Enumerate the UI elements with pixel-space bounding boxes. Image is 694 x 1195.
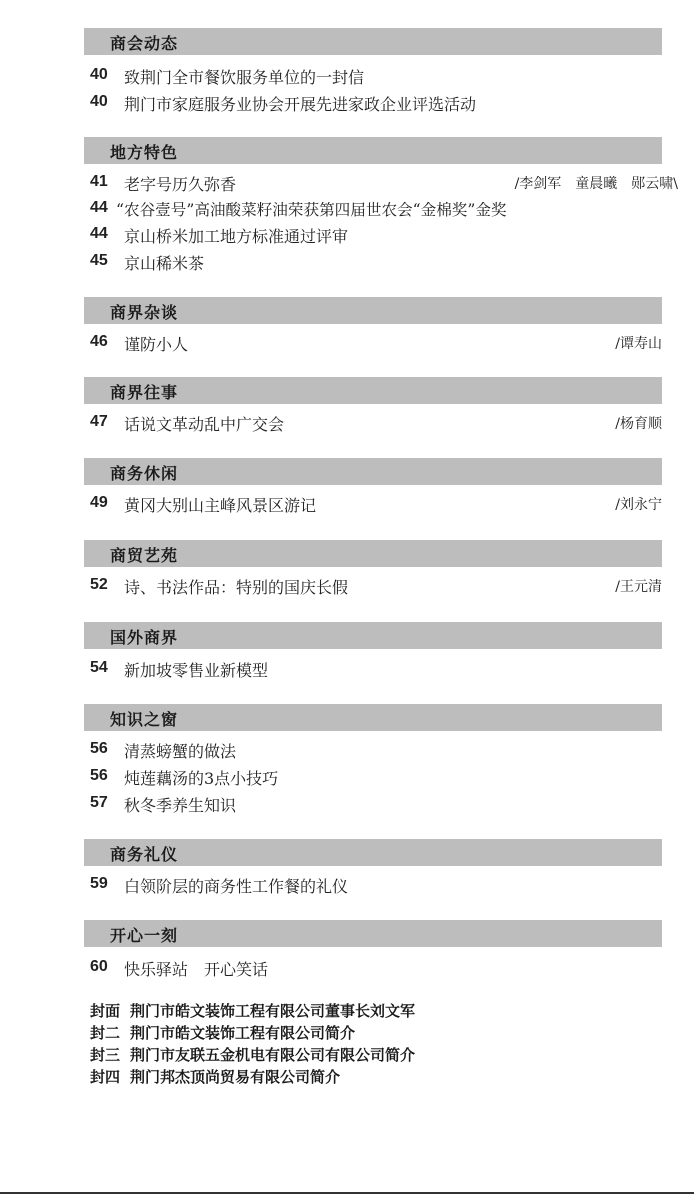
page-number: 46 xyxy=(90,333,108,350)
page-number: 47 xyxy=(90,413,108,430)
section-header xyxy=(84,137,662,164)
entry-title: 谨防小人 xyxy=(124,335,189,354)
section-title: 开心一刻 xyxy=(110,926,179,945)
section-header xyxy=(84,839,662,866)
page-number: 56 xyxy=(90,767,108,784)
toc-entry[interactable] xyxy=(90,171,678,195)
cover-text: 荆门市皓文装饰工程有限公司简介 xyxy=(130,1024,356,1042)
cover-label: 封二 xyxy=(90,1024,121,1042)
page-number: 44 xyxy=(90,199,108,216)
toc-entry[interactable] xyxy=(90,64,670,88)
section-header xyxy=(84,458,662,485)
section-title: 商会动态 xyxy=(110,34,179,53)
page-number: 40 xyxy=(90,93,108,110)
section-title: 商界往事 xyxy=(110,383,179,402)
toc-entry[interactable] xyxy=(90,956,670,980)
entry-title: 白领阶层的商务性工作餐的礼仪 xyxy=(124,877,349,896)
page-number: 54 xyxy=(90,659,108,676)
cover-label: 封三 xyxy=(90,1046,121,1064)
bottom-divider xyxy=(0,1192,694,1194)
entry-title: 炖莲藕汤的3点小技巧 xyxy=(124,769,279,788)
toc-entry[interactable] xyxy=(90,657,670,681)
entry-title: 新加坡零售业新模型 xyxy=(124,661,269,680)
entry-title: 京山稀米茶 xyxy=(124,254,205,273)
section-header xyxy=(84,920,662,947)
cover-credit xyxy=(90,1022,355,1044)
entry-title: 黄冈大别山主峰风景区游记 xyxy=(124,496,317,515)
cover-label: 封四 xyxy=(90,1068,121,1086)
page-number: 57 xyxy=(90,794,108,811)
toc-entry[interactable] xyxy=(90,331,670,355)
toc-entry[interactable] xyxy=(90,574,670,598)
section-title: 商贸艺苑 xyxy=(110,546,179,565)
cover-credit xyxy=(90,1044,415,1066)
entry-title: 快乐驿站 开心笑话 xyxy=(124,960,269,979)
page-number: 44 xyxy=(90,225,108,242)
toc-entry[interactable] xyxy=(90,765,670,789)
section-title: 商界杂谈 xyxy=(110,303,179,322)
entry-title: 荆门市家庭服务业协会开展先进家政企业评选活动 xyxy=(124,95,477,114)
page-number: 41 xyxy=(90,173,108,190)
cover-text: 荆门邦杰顶尚贸易有限公司简介 xyxy=(130,1068,341,1086)
section-header xyxy=(84,377,662,404)
cover-credit xyxy=(90,1000,415,1022)
cover-text: 荆门市皓文装饰工程有限公司董事长刘文军 xyxy=(130,1002,416,1020)
entry-title: 京山桥米加工地方标准通过评审 xyxy=(124,227,349,246)
page-number: 45 xyxy=(90,252,108,269)
entry-title: “农谷壹号”高油酸菜籽油荣获第四届世农会“金棉奖”金奖 xyxy=(116,201,507,219)
page-number: 59 xyxy=(90,875,108,892)
section-title: 知识之窗 xyxy=(110,710,179,729)
entry-title: 秋冬季养生知识 xyxy=(124,796,237,815)
entry-title: 致荆门全市餐饮服务单位的一封信 xyxy=(124,68,365,87)
section-title: 商务礼仪 xyxy=(110,845,179,864)
page-number: 52 xyxy=(90,576,108,593)
toc-entry[interactable] xyxy=(90,197,670,221)
entry-author: /杨育顺 xyxy=(615,416,662,432)
toc-entry[interactable] xyxy=(90,738,670,762)
entry-title: 诗、书法作品：特别的国庆长假 xyxy=(124,578,349,597)
entry-title: 老字号历久弥香 xyxy=(124,175,237,194)
page-number: 60 xyxy=(90,958,108,975)
cover-label: 封面 xyxy=(90,1002,121,1020)
toc-entry[interactable] xyxy=(90,223,670,247)
section-header xyxy=(84,622,662,649)
section-header xyxy=(84,540,662,567)
entry-author: /李剑军 童晨曦 郧云啸\ xyxy=(514,176,678,192)
entry-author: /王元清 xyxy=(615,579,662,595)
page-number: 56 xyxy=(90,740,108,757)
toc-entry[interactable] xyxy=(90,873,670,897)
page-number: 40 xyxy=(90,66,108,83)
section-title: 商务休闲 xyxy=(110,464,179,483)
section-title: 国外商界 xyxy=(110,628,179,647)
toc-entry[interactable] xyxy=(90,492,670,516)
entry-title: 清蒸螃蟹的做法 xyxy=(124,742,237,761)
toc-entry[interactable] xyxy=(90,411,670,435)
section-header xyxy=(84,704,662,731)
toc-entry[interactable] xyxy=(90,91,670,115)
section-header xyxy=(84,297,662,324)
toc-entry[interactable] xyxy=(90,250,670,274)
cover-credit xyxy=(90,1066,340,1088)
page-number: 49 xyxy=(90,494,108,511)
entry-title: 话说文革动乱中广交会 xyxy=(124,415,285,434)
section-title: 地方特色 xyxy=(110,143,179,162)
entry-author: /谭寿山 xyxy=(615,336,662,352)
toc-entry[interactable] xyxy=(90,792,670,816)
section-header xyxy=(84,28,662,55)
entry-author: /刘永宁 xyxy=(615,497,662,513)
cover-text: 荆门市友联五金机电有限公司有限公司简介 xyxy=(130,1046,416,1064)
